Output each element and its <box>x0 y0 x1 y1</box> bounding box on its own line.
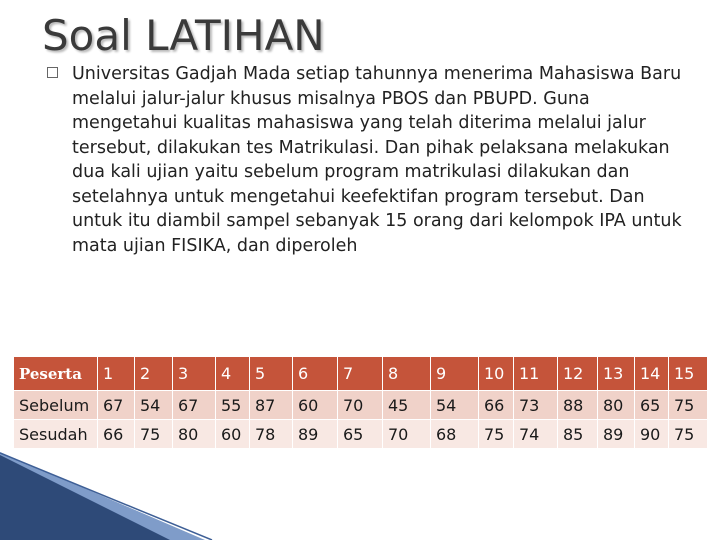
table-cell: 80 <box>173 420 216 449</box>
table-cell: 88 <box>558 391 598 420</box>
header-cell: 11 <box>514 357 558 391</box>
header-cell: 7 <box>338 357 383 391</box>
table-cell: 89 <box>293 420 338 449</box>
header-cell: 3 <box>173 357 216 391</box>
header-cell: 15 <box>669 357 708 391</box>
table-header-row <box>14 357 708 391</box>
table-cell: 66 <box>98 420 135 449</box>
row-label-cell: Sesudah <box>14 420 98 449</box>
table-cell: 65 <box>338 420 383 449</box>
table-cell: 70 <box>338 391 383 420</box>
slide-title: Soal LATIHAN <box>42 11 325 60</box>
header-cell: 10 <box>479 357 514 391</box>
header-cell: Peserta <box>14 357 98 391</box>
table-cell: 60 <box>293 391 338 420</box>
table-cell: 54 <box>135 391 173 420</box>
table-cell: 68 <box>431 420 479 449</box>
table-cell: 85 <box>558 420 598 449</box>
table-cell: 90 <box>635 420 669 449</box>
header-cell: 5 <box>250 357 293 391</box>
table-cell: 67 <box>98 391 135 420</box>
table-row-sebelum <box>14 391 708 420</box>
header-cell: 13 <box>598 357 635 391</box>
table-cell: 73 <box>514 391 558 420</box>
table-cell: 75 <box>479 420 514 449</box>
table-row-sesudah <box>14 420 708 449</box>
slide-decoration <box>0 452 720 540</box>
header-cell: 6 <box>293 357 338 391</box>
table-cell: 60 <box>216 420 250 449</box>
header-cell: 14 <box>635 357 669 391</box>
square-bullet-icon <box>47 67 58 78</box>
row-label-cell: Sebelum <box>14 391 98 420</box>
header-cell: 8 <box>383 357 431 391</box>
table-cell: 74 <box>514 420 558 449</box>
table-cell: 67 <box>173 391 216 420</box>
table-cell: 70 <box>383 420 431 449</box>
header-cell: 2 <box>135 357 173 391</box>
header-cell: 9 <box>431 357 479 391</box>
table-cell: 65 <box>635 391 669 420</box>
table-cell: 75 <box>669 420 708 449</box>
table-cell: 87 <box>250 391 293 420</box>
table-cell: 66 <box>479 391 514 420</box>
deco-dark-wedge <box>0 455 170 540</box>
table-cell: 80 <box>598 391 635 420</box>
table-cell: 45 <box>383 391 431 420</box>
table-cell: 78 <box>250 420 293 449</box>
header-cell: 12 <box>558 357 598 391</box>
score-table <box>13 356 708 449</box>
table-cell: 75 <box>135 420 173 449</box>
table-cell: 55 <box>216 391 250 420</box>
header-cell: 1 <box>98 357 135 391</box>
header-cell: 4 <box>216 357 250 391</box>
table-cell: 54 <box>431 391 479 420</box>
problem-paragraph: Universitas Gadjah Mada setiap tahunnya menerima Mahasiswa Baru melalui jalur-jalur khusus misalnya PBOS dan PBUPD. Guna mengetahui kualitas mahasiswa yang telah diterima melalui jalur tersebut, dilakukan tes Matrikulasi. Dan pihak pelaksana melakukan dua kali ujian yaitu sebelum program matrikulasi dilakukan dan setelahnya untuk mengetahui keefektifan program tersebut. Dan untuk itu diambil sampel sebanyak 15 orang dari kelompok IPA untuk mata ujian FISIKA, dan diperoleh <box>72 64 682 256</box>
table-cell: 89 <box>598 420 635 449</box>
table-cell: 75 <box>669 391 708 420</box>
